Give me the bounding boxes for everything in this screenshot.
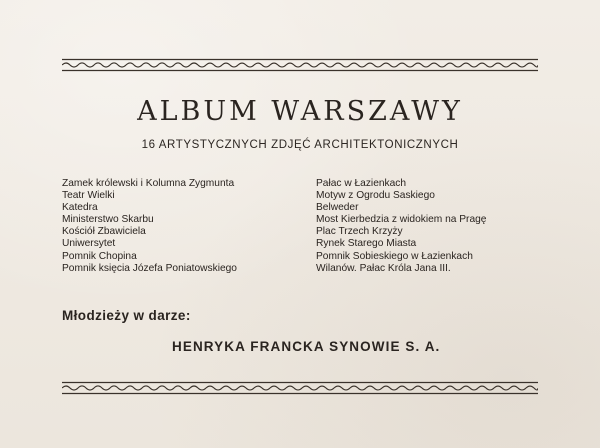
contents-list-left (62, 178, 237, 275)
list-item: Pomnik księcia Józefa Poniatowskiego (62, 262, 237, 274)
publisher-name: HENRYKA FRANCKA SYNOWIE S. A. (172, 339, 441, 354)
album-title: ALBUM WARSZAWY (137, 96, 463, 127)
list-item: Zamek królewski i Kolumna Zygmunta (62, 178, 235, 189)
list-item: Uniwersytet (62, 238, 116, 250)
list-item: Most Kierbedzia z widokiem na Pragę (316, 214, 487, 226)
list-item: Belweder (316, 202, 359, 214)
album-subtitle: 16 ARTYSTYCZNYCH ZDJĘĆ ARCHITEKTONICZNYCH (141, 139, 459, 151)
list-item: Motyw z Ogrodu Saskiego (316, 190, 435, 202)
list-item: Rynek Starego Miasta (316, 238, 417, 250)
list-item: Plac Trzech Krzyży (316, 226, 403, 238)
list-item: Pomnik Sobieskiego w Łazienkach (316, 250, 473, 262)
list-item: Pomnik Chopina (62, 250, 137, 262)
bottom-ornament-rule-icon (62, 381, 538, 395)
list-item: Teatr Wielki (62, 190, 115, 202)
list-item: Pałac w Łazienkach (316, 178, 407, 189)
dedication-text: Młodzieży w darze: (62, 308, 191, 323)
list-item: Wilanów. Pałac Króla Jana III. (316, 262, 451, 274)
contents-list-right (316, 178, 486, 275)
list-item: Ministerstwo Skarbu (62, 214, 154, 226)
top-ornament-rule-icon (62, 58, 538, 72)
list-item: Kościół Zbawiciela (62, 226, 146, 238)
list-item: Katedra (62, 202, 98, 214)
